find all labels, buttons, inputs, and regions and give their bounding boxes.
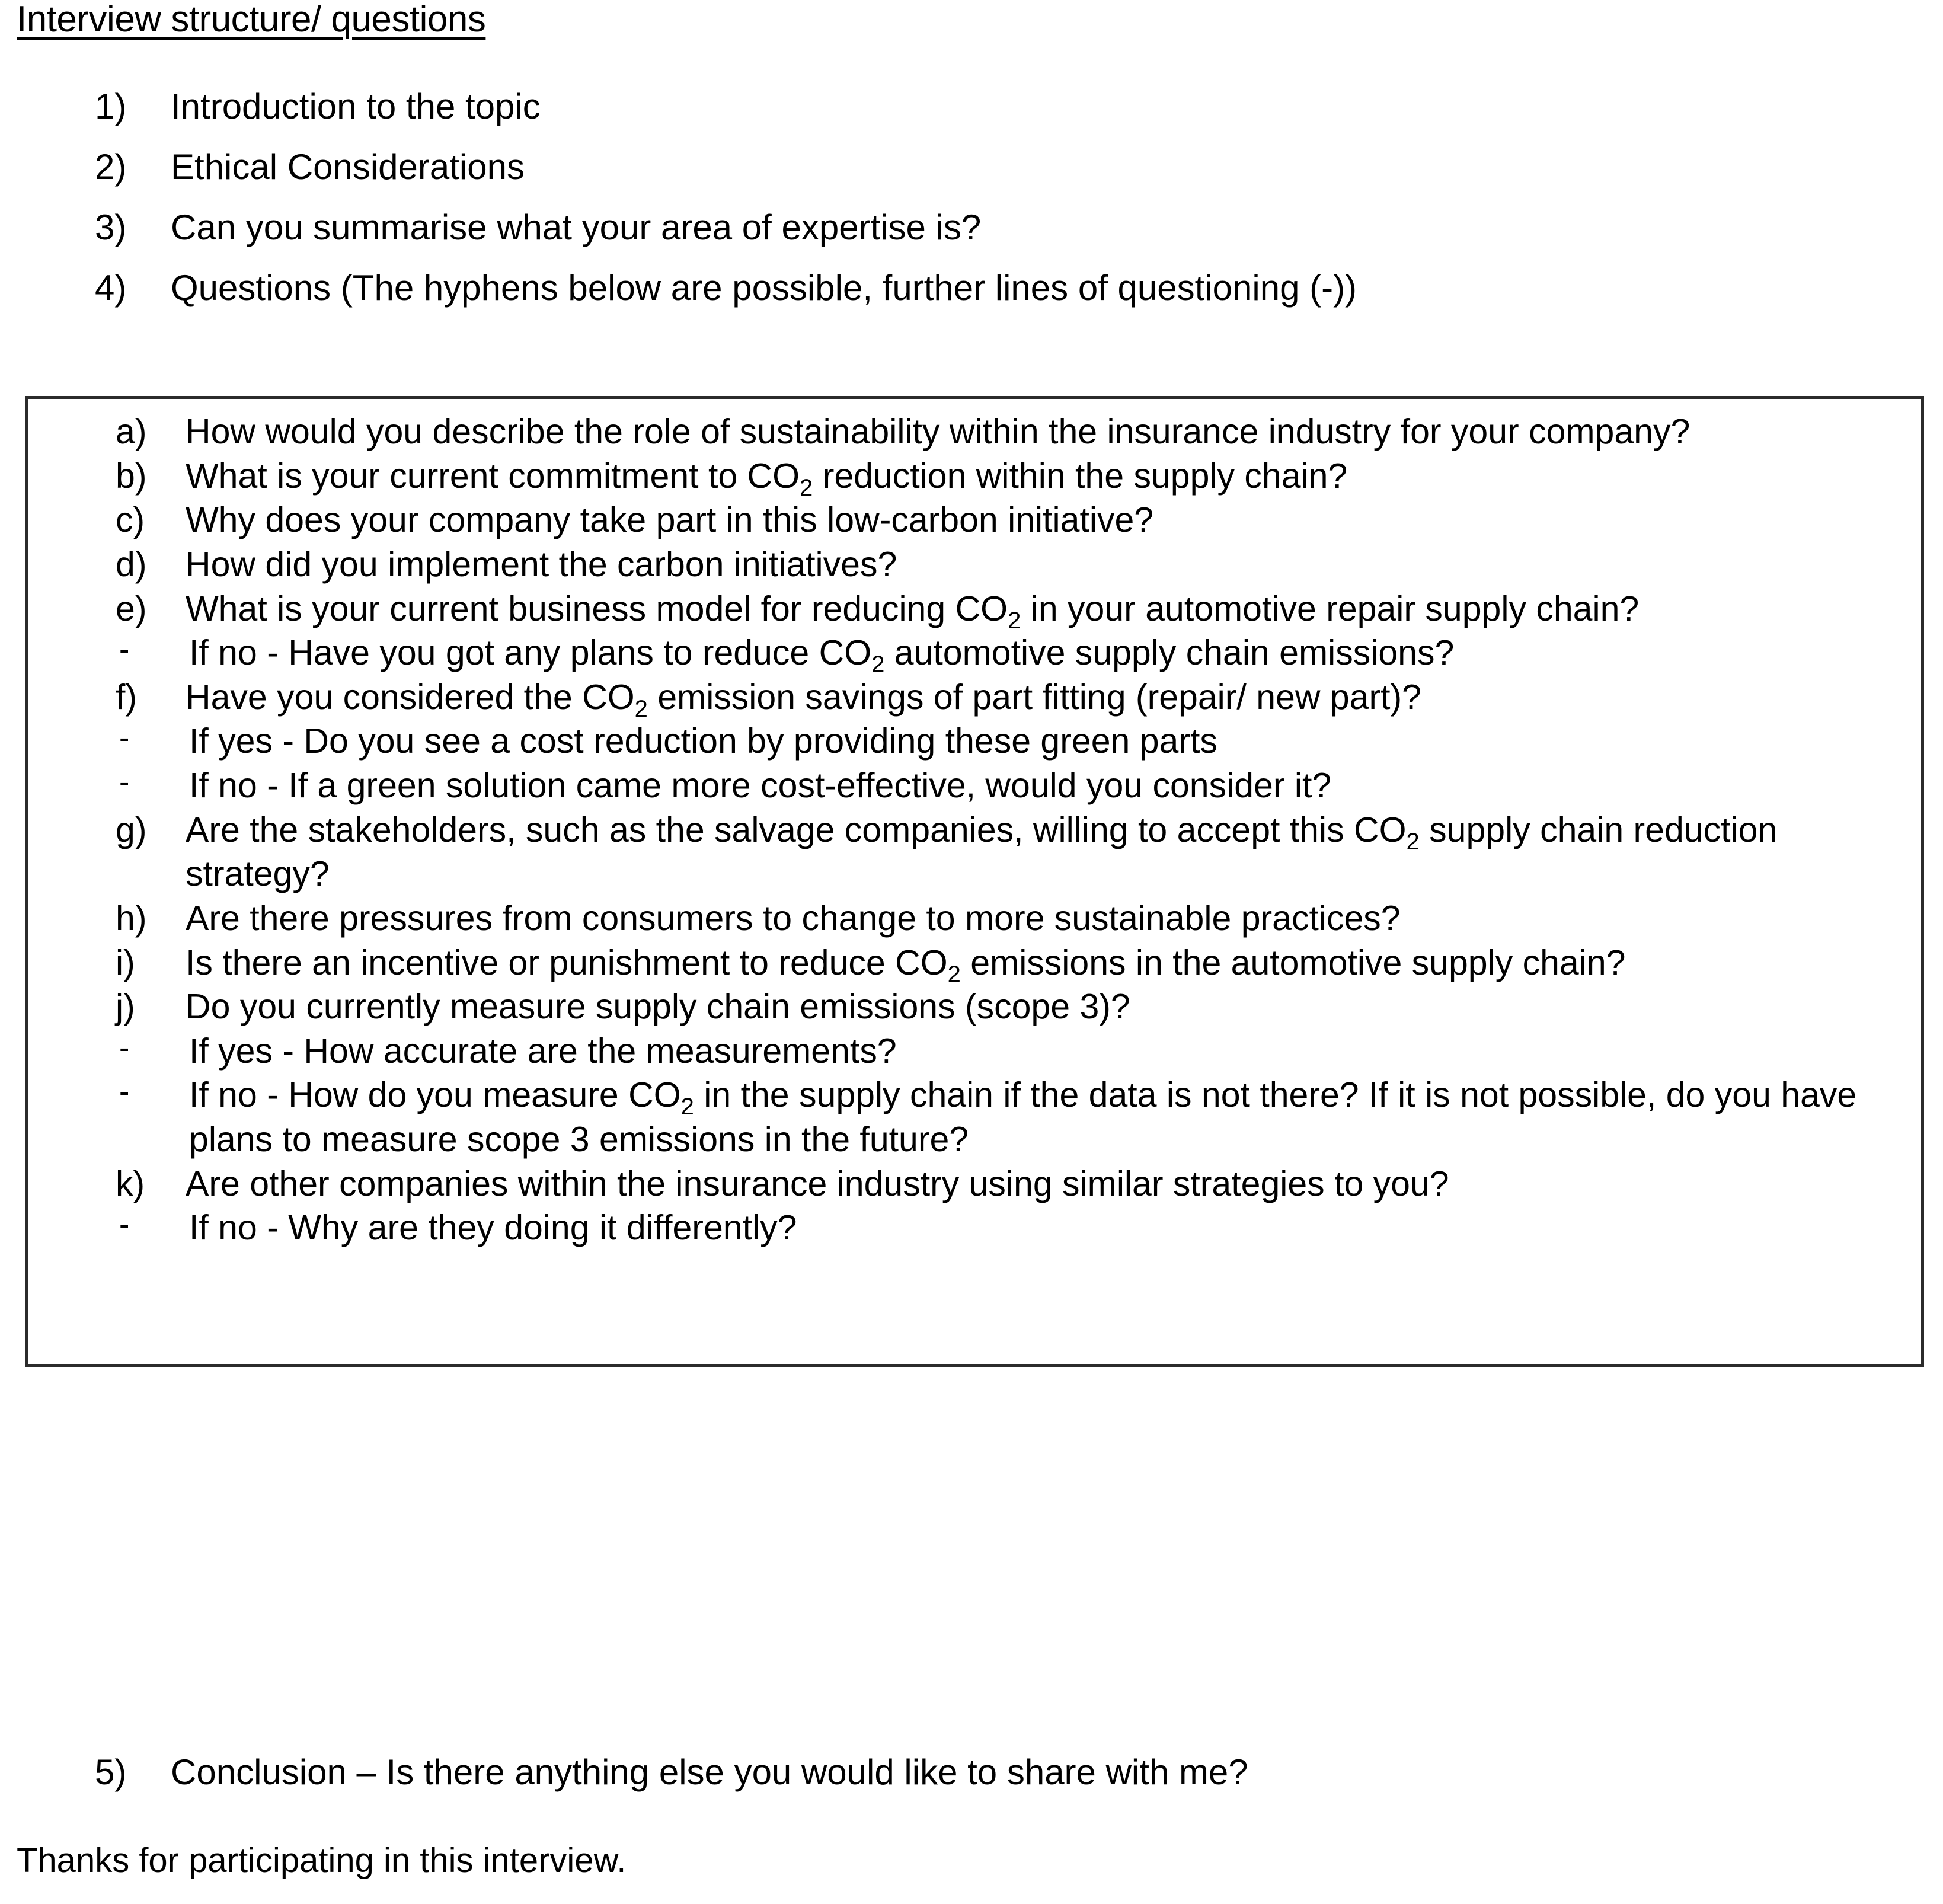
outline-item-label: Ethical Considerations bbox=[171, 147, 525, 187]
question-subitem bbox=[116, 1029, 1906, 1074]
question-item-label: What is your current business model for reducing $CO_2$ in your automotive repair supply chain? bbox=[186, 589, 1640, 634]
subscript-2: 2 bbox=[1406, 828, 1420, 855]
outline-item-label: Questions (The hyphens below are possible, further lines of questioning (-)) bbox=[171, 268, 1357, 308]
question-subitem bbox=[116, 631, 1906, 678]
question-subitem bbox=[116, 719, 1906, 763]
question-item-label: Why does your company take part in this low-carbon initiative? bbox=[186, 500, 1154, 540]
question-subitem bbox=[116, 763, 1906, 808]
question-subitem bbox=[116, 1206, 1906, 1250]
outline-item-marker: 2) bbox=[95, 147, 127, 187]
question-item-marker: g) bbox=[116, 810, 147, 849]
question-item-label: If yes - How accurate are the measurements? bbox=[189, 1031, 897, 1071]
subscript-2: 2 bbox=[947, 961, 961, 988]
conclusion-list bbox=[95, 1752, 1873, 1792]
question-item-marker: - bbox=[119, 632, 130, 667]
question-subitem bbox=[116, 1073, 1906, 1161]
outline-item bbox=[95, 207, 1873, 247]
question-list bbox=[116, 410, 1906, 1250]
outline-item-marker: 4) bbox=[95, 268, 127, 308]
question-item-marker: h) bbox=[116, 898, 147, 938]
question-item-marker: k) bbox=[116, 1164, 145, 1203]
question-item-label: Have you considered the $CO_2$ emission savings of part fitting (repair/ new part)? bbox=[186, 677, 1421, 722]
outline-item bbox=[95, 89, 1873, 124]
question-box bbox=[25, 396, 1924, 1367]
subscript-2: 2 bbox=[634, 695, 648, 722]
subscript-2: 2 bbox=[871, 651, 885, 678]
question-item-label: If yes - Do you see a cost reduction by providing these green parts bbox=[189, 721, 1217, 761]
question-item bbox=[116, 542, 1906, 587]
outline-list bbox=[95, 89, 1873, 331]
question-item-marker: - bbox=[119, 721, 130, 756]
question-item bbox=[116, 941, 1906, 988]
question-item-label: If no - Why are they doing it differently? bbox=[189, 1208, 797, 1248]
question-item-label: Is there an incentive or punishment to reduce $CO_2$ emissions in the automotive supply chain? bbox=[186, 943, 1626, 988]
page-title: Interview structure/ questions bbox=[17, 0, 486, 40]
question-item-marker: e) bbox=[116, 589, 147, 628]
question-item-label: How would you describe the role of sustainability within the insurance industry for your company? bbox=[186, 412, 1690, 451]
subscript-2: 2 bbox=[1008, 607, 1021, 634]
subscript-2: 2 bbox=[800, 474, 813, 501]
question-item-label: Are other companies within the insurance industry using similar strategies to you? bbox=[186, 1164, 1449, 1203]
outline-item-marker: 3) bbox=[95, 207, 127, 247]
question-item bbox=[116, 1162, 1906, 1206]
subscript-2: 2 bbox=[680, 1094, 694, 1120]
question-item-marker: - bbox=[119, 765, 130, 800]
question-item-label: How did you implement the carbon initiatives? bbox=[186, 544, 897, 584]
question-item-marker: - bbox=[119, 1030, 130, 1065]
question-item bbox=[116, 896, 1906, 941]
conclusion-item-marker: 5) bbox=[95, 1752, 127, 1792]
question-item-label: If no - Have you got any plans to reduce $CO_2$ automotive supply chain emissions? bbox=[189, 633, 1455, 678]
question-item-marker: j) bbox=[116, 987, 135, 1027]
question-item-label: Do you currently measure supply chain emissions (scope 3)? bbox=[186, 987, 1130, 1027]
question-item bbox=[116, 498, 1906, 542]
question-item-marker: i) bbox=[116, 943, 135, 982]
question-item bbox=[116, 808, 1906, 896]
outline-item-marker: 1) bbox=[95, 87, 127, 126]
conclusion-item bbox=[95, 1752, 1873, 1792]
closing-note: Thanks for participating in this interview. bbox=[17, 1841, 627, 1880]
question-item-marker: b) bbox=[116, 456, 147, 496]
question-item-label: If no - How do you measure $CO_2$ in the supply chain if the data is not there? If it is not possible, do you have plans to measure scope 3 emissions in the future? bbox=[189, 1075, 1857, 1159]
question-item-label: What is your current commitment to $CO_2$ reduction within the supply chain? bbox=[186, 456, 1348, 501]
question-item-marker: d) bbox=[116, 544, 147, 584]
question-item-marker: f) bbox=[116, 677, 138, 717]
outline-item bbox=[95, 270, 1873, 306]
question-item-marker: - bbox=[119, 1207, 130, 1242]
outline-item-label: Introduction to the topic bbox=[171, 87, 541, 126]
question-item-marker: c) bbox=[116, 500, 145, 540]
question-item-label: If no - If a green solution came more cost-effective, would you consider it? bbox=[189, 766, 1332, 805]
question-item-marker: - bbox=[119, 1075, 130, 1110]
question-item bbox=[116, 587, 1906, 634]
conclusion-item-label: Conclusion – Is there anything else you would like to share with me? bbox=[171, 1752, 1248, 1792]
outline-item-label: Can you summarise what your area of expertise is? bbox=[171, 207, 982, 247]
outline-item bbox=[95, 149, 1873, 185]
question-item bbox=[116, 454, 1906, 499]
question-item-marker: a) bbox=[116, 412, 147, 451]
question-item-label: Are there pressures from consumers to change to more sustainable practices? bbox=[186, 898, 1401, 938]
question-item bbox=[116, 675, 1906, 720]
question-item bbox=[116, 985, 1906, 1029]
question-item-label: Are the stakeholders, such as the salvage companies, willing to accept this $CO_2$ supply chain reduction strategy? bbox=[186, 810, 1778, 894]
question-item bbox=[116, 410, 1906, 454]
